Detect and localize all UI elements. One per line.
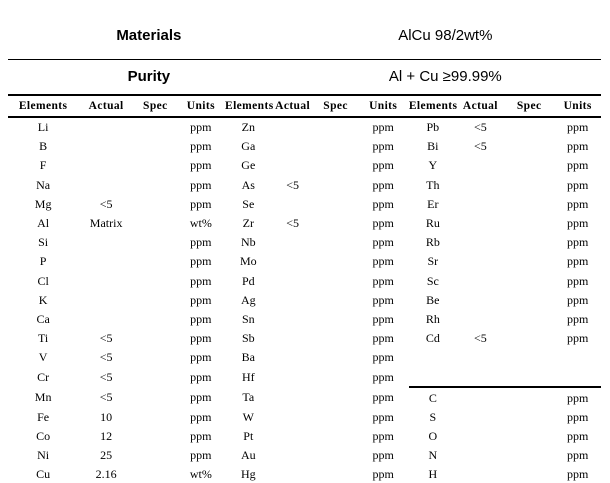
cell-element: P	[39, 254, 47, 269]
cell-spec	[504, 427, 554, 446]
header-table	[8, 0, 601, 96]
cell-actual: <5	[286, 177, 299, 192]
col-header-actual: Actual	[272, 96, 314, 117]
cell-element: Sb	[241, 331, 255, 346]
cell-element: H	[409, 465, 457, 483]
cell-element	[409, 367, 457, 387]
cell-actual	[272, 367, 314, 387]
cell-actual: 25	[100, 448, 113, 463]
cell-spec	[134, 175, 177, 194]
cell-actual	[272, 117, 314, 137]
cell-spec	[504, 213, 554, 232]
cell-units: ppm	[567, 292, 589, 307]
cell-units: ppm	[567, 235, 589, 250]
cell-units: ppm	[372, 273, 394, 288]
cell-element: Ba	[241, 350, 255, 365]
cell-element: Er	[427, 196, 439, 211]
cell-units: ppm	[190, 311, 212, 326]
cell-units: ppm	[372, 370, 394, 385]
table-row	[8, 175, 601, 194]
cell-units: ppm	[190, 292, 212, 307]
cell-spec	[134, 309, 177, 328]
cell-element: Zr	[242, 216, 254, 231]
cell-actual: <5	[99, 196, 113, 211]
cell-actual	[272, 465, 314, 483]
table-row	[8, 137, 601, 156]
cell-spec	[504, 367, 554, 387]
cell-actual	[78, 252, 134, 271]
cell-spec	[504, 446, 554, 465]
cell-units: ppm	[567, 216, 589, 231]
certificate-table-area	[8, 0, 601, 483]
cell-units: wt%	[189, 216, 212, 231]
cell-units: ppm	[554, 465, 601, 483]
table-row	[8, 427, 601, 446]
cell-actual: <5	[99, 350, 113, 365]
cell-units: ppm	[372, 177, 394, 192]
cell-element: Ti	[38, 331, 49, 346]
cell-actual: <5	[286, 216, 299, 231]
cell-actual: <5	[474, 331, 487, 346]
cell-element: Si	[38, 235, 49, 250]
col-header-actual: Actual	[457, 96, 504, 117]
cell-actual	[78, 117, 134, 137]
col-header-units: Units	[554, 96, 601, 117]
table-row	[8, 329, 601, 348]
cell-element: Co	[36, 429, 51, 444]
cell-spec	[314, 156, 358, 175]
cell-actual	[272, 387, 314, 407]
cell-element: Ag	[240, 292, 256, 307]
table-row	[8, 271, 601, 290]
cell-element: Nb	[240, 235, 256, 250]
cell-units: ppm	[567, 273, 589, 288]
cell-spec	[314, 329, 358, 348]
cell-spec	[134, 194, 177, 213]
cell-spec	[504, 407, 554, 426]
cell-spec	[504, 156, 554, 175]
cell-spec	[314, 367, 358, 387]
cell-actual	[78, 290, 134, 309]
cell-spec	[314, 233, 358, 252]
cell-spec	[504, 233, 554, 252]
cell-units: ppm	[567, 158, 589, 173]
table-row	[8, 407, 601, 426]
cell-element: F	[39, 158, 47, 173]
table-row	[8, 213, 601, 232]
cell-spec	[134, 213, 177, 232]
cell-actual	[457, 407, 504, 426]
cell-actual	[272, 427, 314, 446]
cell-element: Mo	[239, 254, 257, 269]
cell-units: ppm	[190, 429, 212, 444]
cell-element: Th	[426, 177, 440, 192]
cell-actual: <5	[99, 331, 113, 346]
table-row	[8, 309, 601, 328]
cell-spec	[134, 348, 177, 367]
cell-actual: <5	[99, 370, 113, 385]
materials-row	[8, 0, 601, 59]
cell-spec	[504, 252, 554, 271]
cell-element: N	[428, 448, 438, 463]
col-header-spec: Spec	[134, 96, 177, 117]
cell-spec	[504, 329, 554, 348]
table-row	[8, 117, 601, 137]
cell-actual	[272, 156, 314, 175]
cell-element: Cr	[37, 370, 50, 385]
table-row	[8, 233, 601, 252]
cell-spec	[314, 290, 358, 309]
purity-value: Al + Cu ≥99.99%	[290, 59, 601, 95]
cell-spec	[504, 137, 554, 156]
cell-element: Ga	[241, 139, 256, 154]
cell-actual: <5	[474, 120, 487, 135]
cell-element: Mg	[34, 196, 52, 211]
cell-actual	[272, 309, 314, 328]
cell-spec	[134, 271, 177, 290]
cell-actual	[457, 233, 504, 252]
cell-spec	[314, 387, 358, 407]
cell-spec	[134, 427, 177, 446]
cell-units: ppm	[567, 429, 589, 444]
cell-units: ppm	[567, 448, 589, 463]
cell-units: ppm	[372, 196, 394, 211]
cell-spec	[504, 348, 554, 367]
cell-actual: 10	[100, 409, 113, 424]
cell-actual	[272, 137, 314, 156]
cell-element: Bi	[427, 139, 439, 154]
cell-element	[409, 348, 457, 367]
cell-spec	[504, 290, 554, 309]
cell-units: ppm	[372, 350, 394, 365]
cell-units: ppm	[567, 390, 589, 405]
cell-element: K	[38, 292, 48, 307]
cell-element: S	[429, 409, 437, 424]
cell-element: Na	[36, 177, 51, 192]
cell-actual: Matrix	[89, 216, 123, 231]
table-row	[8, 156, 601, 175]
cell-units: ppm	[567, 120, 589, 135]
cell-actual	[272, 271, 314, 290]
cell-actual	[78, 271, 134, 290]
cell-actual	[457, 446, 504, 465]
cell-element: Se	[242, 196, 255, 211]
cell-spec	[134, 387, 177, 407]
cell-actual: 2.16	[78, 465, 134, 483]
cell-units: ppm	[190, 350, 212, 365]
cell-units: ppm	[372, 216, 394, 231]
table-row	[8, 252, 601, 271]
cell-spec	[504, 271, 554, 290]
cell-spec	[504, 117, 554, 137]
cell-actual	[457, 194, 504, 213]
cell-units: ppm	[358, 465, 409, 483]
cell-element: Sc	[426, 273, 439, 288]
cell-units: ppm	[190, 120, 212, 135]
col-header-spec: Spec	[504, 96, 554, 117]
cell-units: ppm	[372, 254, 394, 269]
cell-spec	[314, 348, 358, 367]
cell-units: ppm	[190, 196, 212, 211]
cell-spec	[314, 465, 358, 483]
cell-actual	[457, 175, 504, 194]
cell-element: As	[241, 177, 255, 192]
cell-element: C	[428, 390, 437, 405]
cell-element: Au	[240, 448, 256, 463]
cell-spec	[314, 117, 358, 137]
column-header-row	[8, 96, 601, 117]
cell-element: Sn	[241, 311, 255, 326]
cell-units: ppm	[567, 409, 589, 424]
cell-spec	[504, 387, 554, 407]
cell-spec	[314, 407, 358, 426]
cell-units: ppm	[190, 235, 212, 250]
cell-element: Rh	[425, 311, 440, 326]
cell-units: ppm	[372, 235, 394, 250]
cell-actual	[272, 252, 314, 271]
cell-spec	[134, 233, 177, 252]
cell-element: V	[38, 350, 48, 365]
cell-element: Rb	[425, 235, 440, 250]
cell-element: Al	[37, 216, 50, 231]
cell-spec	[314, 137, 358, 156]
cell-spec	[134, 290, 177, 309]
cell-spec	[504, 194, 554, 213]
cell-units: ppm	[190, 139, 212, 154]
cell-actual: 12	[100, 429, 113, 444]
purity-row	[8, 59, 601, 95]
table-row	[8, 290, 601, 309]
cell-element: Mn	[34, 390, 52, 405]
table-row	[8, 465, 601, 483]
cell-element: Cd	[425, 331, 440, 346]
cell-spec	[134, 465, 177, 483]
cell-actual	[457, 309, 504, 328]
cell-element: Sr	[427, 254, 439, 269]
cell-element: Pt	[243, 429, 254, 444]
cell-element: Y	[428, 158, 438, 173]
cell-spec	[134, 156, 177, 175]
elements-table	[8, 96, 601, 483]
cell-actual	[457, 387, 504, 407]
cell-spec	[314, 271, 358, 290]
col-header-elements: Elements	[409, 96, 457, 117]
cell-spec	[314, 446, 358, 465]
cell-actual	[457, 213, 504, 232]
cell-element: Ni	[37, 448, 50, 463]
cell-spec	[134, 446, 177, 465]
cell-element: Cu	[8, 465, 78, 483]
cell-actual	[457, 427, 504, 446]
cell-spec	[134, 367, 177, 387]
cell-actual	[272, 329, 314, 348]
cell-actual	[457, 348, 504, 367]
cell-element: Zn	[241, 120, 255, 135]
cell-spec	[504, 465, 554, 483]
cell-units: ppm	[190, 370, 212, 385]
cell-units: ppm	[372, 120, 394, 135]
cell-spec	[314, 194, 358, 213]
col-header-elements: Elements	[8, 96, 78, 117]
cell-units: ppm	[372, 292, 394, 307]
cell-units: ppm	[567, 139, 589, 154]
cell-actual	[457, 252, 504, 271]
cell-spec	[134, 329, 177, 348]
cell-element: Pb	[426, 120, 440, 135]
cell-actual	[457, 290, 504, 309]
cell-actual	[272, 194, 314, 213]
cell-units: ppm	[567, 331, 589, 346]
cell-units: ppm	[372, 331, 394, 346]
cell-actual	[457, 367, 504, 387]
cell-units: ppm	[567, 196, 589, 211]
cell-units: ppm	[190, 331, 212, 346]
cell-element: Hf	[241, 370, 255, 385]
purity-label: Purity	[8, 59, 290, 95]
cell-element: Ca	[36, 311, 50, 326]
materials-label: Materials	[8, 0, 290, 59]
cell-actual	[78, 175, 134, 194]
cell-actual	[272, 446, 314, 465]
cell-element: W	[242, 409, 254, 424]
cell-element: Hg	[225, 465, 272, 483]
cell-units: ppm	[567, 311, 589, 326]
cell-element: Li	[37, 120, 49, 135]
cell-spec	[134, 137, 177, 156]
table-row	[8, 387, 601, 407]
cell-spec	[504, 309, 554, 328]
col-header-units: Units	[358, 96, 409, 117]
cell-units: ppm	[372, 448, 394, 463]
cell-element: Ge	[241, 158, 256, 173]
cell-units: ppm	[372, 409, 394, 424]
cell-spec	[504, 175, 554, 194]
cell-actual	[272, 290, 314, 309]
cell-actual	[457, 156, 504, 175]
cell-element: Pd	[241, 273, 255, 288]
cell-actual	[78, 137, 134, 156]
cell-actual	[457, 465, 504, 483]
cell-units: ppm	[567, 254, 589, 269]
cell-spec	[314, 213, 358, 232]
cell-units: ppm	[190, 158, 212, 173]
table-row	[8, 446, 601, 465]
cell-actual	[78, 156, 134, 175]
cell-actual: <5	[99, 390, 113, 405]
cell-element: Fe	[37, 409, 50, 424]
cell-units: wt%	[177, 465, 225, 483]
table-row	[8, 367, 601, 387]
cell-actual	[457, 271, 504, 290]
cell-element: Cl	[37, 273, 49, 288]
cell-units: ppm	[190, 390, 212, 405]
cell-units: ppm	[372, 158, 394, 173]
cell-actual	[78, 233, 134, 252]
cell-units	[554, 367, 601, 387]
cell-element: B	[39, 139, 48, 154]
cell-units: ppm	[190, 254, 212, 269]
cell-actual	[78, 309, 134, 328]
col-header-units: Units	[177, 96, 225, 117]
col-header-elements: Elements	[225, 96, 272, 117]
cell-units: ppm	[190, 448, 212, 463]
table-row	[8, 348, 601, 367]
cell-spec	[314, 175, 358, 194]
cell-actual	[272, 348, 314, 367]
cell-element: Be	[426, 292, 440, 307]
cell-units: ppm	[372, 429, 394, 444]
cell-units	[554, 348, 601, 367]
cell-element: O	[428, 429, 438, 444]
cell-actual: <5	[474, 139, 487, 154]
cell-units: ppm	[372, 311, 394, 326]
cell-element: Ru	[425, 216, 440, 231]
cell-units: ppm	[190, 409, 212, 424]
cell-spec	[314, 309, 358, 328]
col-header-actual: Actual	[78, 96, 134, 117]
cell-element: Ta	[242, 390, 255, 405]
cell-spec	[134, 117, 177, 137]
cell-units: ppm	[567, 177, 589, 192]
cell-units: ppm	[190, 273, 212, 288]
materials-value: AlCu 98/2wt%	[290, 0, 601, 59]
cell-actual	[272, 407, 314, 426]
cell-spec	[134, 407, 177, 426]
elements-table-body	[8, 117, 601, 483]
cell-spec	[314, 252, 358, 271]
col-header-spec: Spec	[314, 96, 358, 117]
cell-actual	[272, 233, 314, 252]
cell-units: ppm	[372, 390, 394, 405]
cell-spec	[314, 427, 358, 446]
table-row	[8, 194, 601, 213]
cell-spec	[134, 252, 177, 271]
cell-units: ppm	[372, 139, 394, 154]
cell-units: ppm	[190, 177, 212, 192]
